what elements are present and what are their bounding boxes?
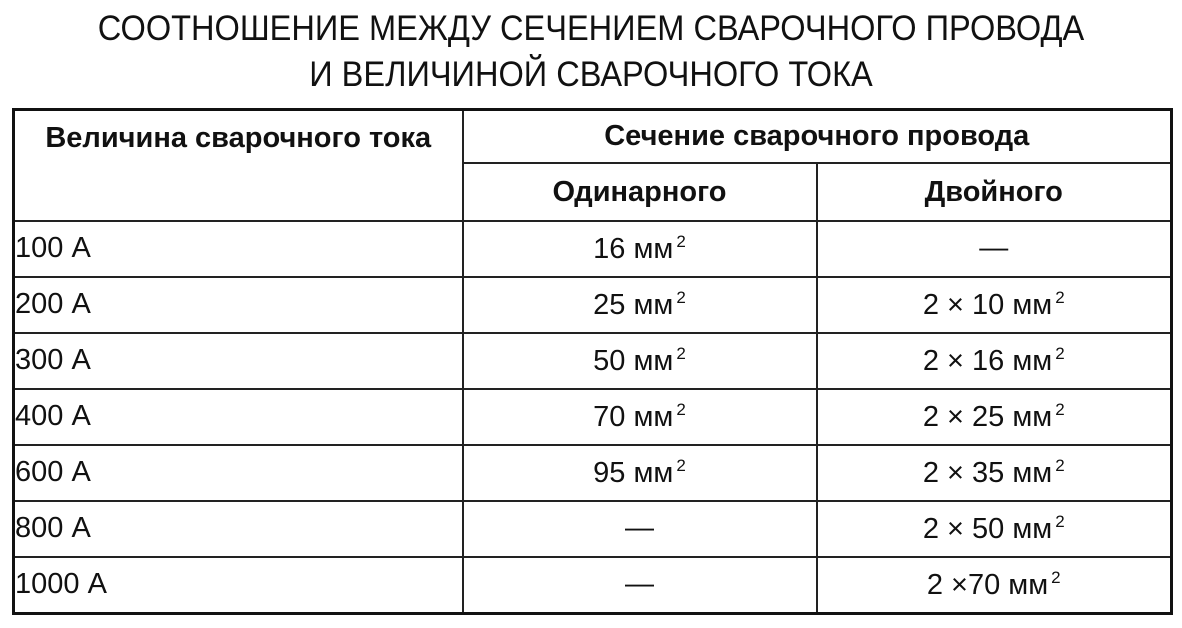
power-mark: 2 (676, 287, 686, 307)
table-row (14, 277, 1172, 333)
double-cell (817, 445, 1172, 501)
header-current: Величина сварочного тока (14, 110, 463, 221)
current-cell: 1000 А (14, 557, 463, 614)
single-cell (463, 445, 817, 501)
single-value: 25 мм (593, 288, 674, 321)
double-cell (817, 501, 1172, 557)
power-mark: 2 (676, 455, 686, 475)
double-value: — (979, 232, 1009, 264)
double-value: 2 × 10 мм (922, 288, 1053, 321)
power-mark: 2 (1055, 455, 1065, 475)
header-single: Одинарного (463, 163, 817, 221)
page-title (41, 6, 1140, 98)
double-cell (817, 557, 1172, 614)
double-value: 2 × 50 мм (922, 512, 1053, 545)
double-value: 2 × 25 мм (922, 400, 1053, 433)
table-row (14, 557, 1172, 614)
power-mark: 2 (676, 343, 686, 363)
single-value: 95 мм (593, 456, 674, 489)
header-double: Двойного (817, 163, 1172, 221)
double-cell (817, 277, 1172, 333)
power-mark: 2 (1055, 511, 1065, 531)
double-cell (817, 389, 1172, 445)
double-cell (817, 221, 1172, 277)
power-mark: 2 (1055, 399, 1065, 419)
table-row (14, 333, 1172, 389)
single-value: — (625, 512, 654, 544)
current-cell: 800 А (14, 501, 463, 557)
table-row (14, 501, 1172, 557)
title-line-2: И ВЕЛИЧИНОЙ СВАРОЧНОГО ТОКА (309, 55, 873, 94)
single-cell (463, 389, 817, 445)
double-value: 2 × 16 мм (922, 344, 1053, 377)
table-row (14, 389, 1172, 445)
single-value: 16 мм (593, 232, 674, 265)
current-cell: 100 А (14, 221, 463, 277)
title-line-1: СООТНОШЕНИЕ МЕЖДУ СЕЧЕНИЕМ СВАРОЧНОГО ПРОВОДА (97, 9, 1085, 48)
current-cell: 200 А (14, 277, 463, 333)
power-mark: 2 (1051, 567, 1061, 587)
current-cell: 600 А (14, 445, 463, 501)
single-value: 50 мм (593, 344, 674, 377)
current-cell: 300 А (14, 333, 463, 389)
single-cell (463, 333, 817, 389)
single-cell (463, 501, 817, 557)
single-cell (463, 221, 817, 277)
power-mark: 2 (676, 231, 686, 251)
double-value: 2 × 35 мм (922, 456, 1053, 489)
single-value: — (625, 568, 654, 600)
current-cell: 400 А (14, 389, 463, 445)
table-row (14, 445, 1172, 501)
power-mark: 2 (676, 399, 686, 419)
power-mark: 2 (1055, 287, 1065, 307)
single-cell (463, 557, 817, 614)
single-cell (463, 277, 817, 333)
double-cell (817, 333, 1172, 389)
table-row (14, 221, 1172, 277)
weld-cable-table (12, 108, 1173, 615)
table-body (14, 221, 1172, 614)
single-value: 70 мм (593, 400, 674, 433)
double-value: 2 ×70 мм (926, 568, 1049, 601)
power-mark: 2 (1055, 343, 1065, 363)
header-section: Сечение сварочного провода (463, 110, 1172, 163)
